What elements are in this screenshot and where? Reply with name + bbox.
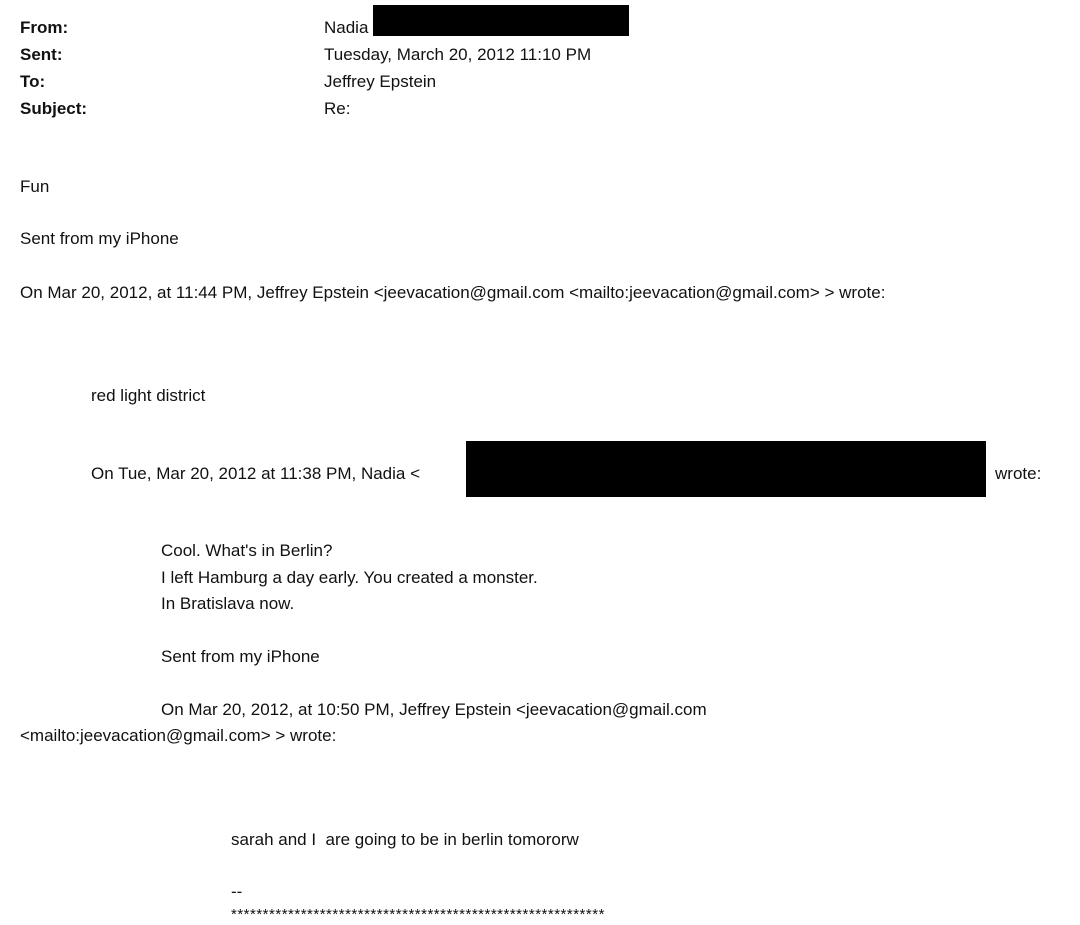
quote2-intro-suffix: wrote: xyxy=(995,464,1042,483)
sent-label: Sent: xyxy=(20,45,63,64)
to-label: To: xyxy=(20,72,46,91)
sent-value: Tuesday, March 20, 2012 11:10 PM xyxy=(324,45,592,64)
quote2-line: In Bratislava now. xyxy=(161,594,295,613)
quote3-intro-line2: <mailto:jeevacation@gmail.com> > wrote: xyxy=(20,726,337,745)
quote2-intro-prefix: On Tue, Mar 20, 2012 at 11:38 PM, Nadia < xyxy=(91,464,421,483)
quote3-text: sarah and I are going to be in berlin tomororw xyxy=(231,830,579,849)
subject-label: Subject: xyxy=(20,99,88,118)
redaction-block-from xyxy=(373,5,629,36)
quote2-line: Cool. What's in Berlin? xyxy=(161,541,333,560)
quote1-text: red light district xyxy=(91,386,206,405)
subject-value: Re: xyxy=(324,99,351,118)
quote1-intro: On Mar 20, 2012, at 11:44 PM, Jeffrey Epstein <jeevacation@gmail.com <mailto:jeevacation@gmail.com> > wrote: xyxy=(20,283,886,302)
quote2-signature: Sent from my iPhone xyxy=(161,647,320,666)
quote2-line: I left Hamburg a day early. You created a monster. xyxy=(161,568,538,587)
from-label: From: xyxy=(20,18,69,37)
asterisk-rule: *********************************************************** xyxy=(231,906,605,923)
from-value: Nadia xyxy=(324,18,369,37)
signature-separator: -- xyxy=(231,882,243,901)
to-value: Jeffrey Epstein xyxy=(324,72,437,91)
redaction-block-email xyxy=(466,441,986,497)
reply-text: Fun xyxy=(20,177,50,196)
quote3-intro-line1: On Mar 20, 2012, at 10:50 PM, Jeffrey Epstein <jeevacation@gmail.com xyxy=(161,700,707,719)
signature: Sent from my iPhone xyxy=(20,229,179,248)
